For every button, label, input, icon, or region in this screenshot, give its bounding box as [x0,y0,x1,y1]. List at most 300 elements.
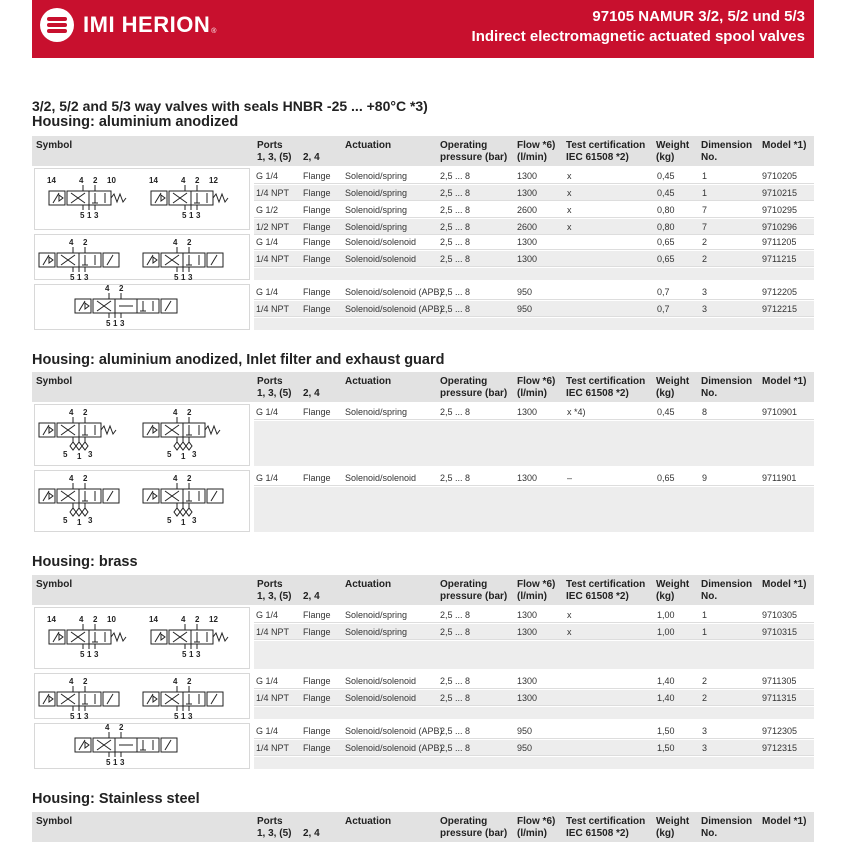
cell-dim: 2 [702,254,708,264]
section-brass [32,554,814,571]
port-label-5: 5 [106,319,111,328]
pilot-triangle-icon [153,696,157,702]
col-ports-24-header [303,816,320,840]
cell-flow: 950 [517,726,533,736]
cell-test: x [567,222,572,232]
port-label-3: 3 [88,516,93,525]
port-label-1: 1 [189,650,194,659]
cell-press: 2,5 ... 8 [440,287,471,297]
cell-model: 9712205 [762,287,798,297]
col-ports-header-line1: Ports [257,579,283,590]
cell-model: 9711215 [762,254,797,264]
section-subtitle: 3/2, 5/2 and 5/3 way valves with seals HNBR -25 ... +80°C *3) [32,98,428,114]
col-ports-24-header-line2: 2, 4 [303,388,320,399]
port-label-1: 1 [181,518,186,527]
valve-symbol-cell [34,284,250,330]
cell-conn: Flange [303,693,331,703]
port-label-4: 4 [173,677,178,686]
cell-act: Solenoid/spring [345,407,408,417]
cell-weight: 1,00 [657,610,675,620]
cell-conn: Flange [303,254,331,264]
cell-test: x [567,627,572,637]
cell-press: 2,5 ... 8 [440,693,471,703]
solenoid-icon [161,738,177,752]
port-label-3: 3 [120,758,125,767]
cell-press: 2,5 ... 8 [440,222,471,232]
col-model-header [762,140,806,152]
cell-conn: Flange [303,473,331,483]
port-label-2: 2 [83,677,88,686]
col-ports-header [257,579,291,603]
col-pressure-header-line2: pressure (bar) [440,828,508,839]
port-label-4: 4 [79,615,84,624]
cell-flow: 950 [517,287,533,297]
row-filler [254,487,814,532]
col-model-header [762,579,806,591]
col-weight-header-line2: (kg) [656,152,675,163]
solenoid-icon [147,255,153,265]
port-label-1: 1 [113,319,118,328]
filter-icon [70,442,76,450]
solenoid-icon [211,491,217,501]
cell-flow: 1300 [517,473,538,483]
col-flow-header-line2: (l/min) [517,828,547,839]
col-pressure-header-line2: pressure (bar) [440,388,508,399]
solenoid-icon [103,489,119,503]
port-label-5: 5 [182,650,187,659]
cell-weight: 1,50 [657,743,675,753]
solenoid-icon [43,255,49,265]
port-label-3: 3 [196,650,201,659]
solenoid-icon [155,632,161,642]
col-weight-header-line1: Weight [656,579,690,590]
solenoid-icon [79,301,85,311]
port-label-2: 2 [93,615,98,624]
cell-port: G 1/4 [256,726,279,736]
section-filter [32,352,814,369]
port-label-5: 5 [167,516,172,525]
col-ports-header-line1: Ports [257,376,283,387]
col-actuation-header-line1: Actuation [345,579,392,590]
solenoid-icon [207,489,223,503]
cell-flow: 1300 [517,676,538,686]
cell-dim: 7 [702,205,708,215]
cell-act: Solenoid/solenoid [345,693,417,703]
port-label-4: 4 [79,176,84,185]
col-symbol-header [36,376,72,388]
port-label-3: 3 [84,273,89,281]
cell-model: 9711901 [762,473,797,483]
cell-press: 2,5 ... 8 [440,205,471,215]
col-test-header-line1: Test certification [566,579,646,590]
cell-test: x [567,205,572,215]
cell-conn: Flange [303,237,331,247]
col-model-header-line1: Model *1) [762,376,807,387]
col-symbol-header-line1: Symbol [36,816,73,827]
valve-group-solenoid-spring [32,166,814,232]
table-brass [32,575,814,771]
cell-act: Solenoid/solenoid (APB) [345,304,443,314]
solenoid-icon [211,694,217,704]
port-label-5: 5 [63,516,68,525]
pilot-port-label: 12 [209,176,218,185]
filter-icon [174,508,180,516]
col-actuation-header-line1: Actuation [345,140,392,151]
table-row [254,202,814,218]
brand-name: IMI HERION [83,12,211,37]
port-label-2: 2 [83,474,88,483]
col-weight-header-line2: (kg) [656,388,675,399]
port-label-1: 1 [181,273,186,281]
col-ports-header-line2: 1, 3, (5) [257,828,292,839]
col-model-header-line1: Model *1) [762,579,807,590]
pilot-triangle-icon [49,493,53,499]
pilot-triangle-icon [153,493,157,499]
section-aluminium [32,98,814,131]
cell-conn: Flange [303,627,331,637]
cell-dim: 1 [702,171,708,181]
cell-port: G 1/4 [256,407,279,417]
cell-port: 1/4 NPT [256,188,290,198]
cell-conn: Flange [303,676,331,686]
cell-weight: 0,45 [657,188,675,198]
port-label-4: 4 [173,474,178,483]
port-label-3: 3 [88,450,93,459]
col-ports-24-header [303,376,320,400]
cell-act: Solenoid/spring [345,171,408,181]
port-label-3: 3 [192,450,197,459]
cell-test: x [567,171,572,181]
port-label-3: 3 [94,211,99,220]
pilot-triangle-icon [59,634,63,640]
cell-dim: 2 [702,676,708,686]
col-ports-24-header [303,140,320,164]
col-symbol-header-line1: Symbol [36,376,73,387]
table-row [254,470,814,486]
cell-weight: 0,45 [657,407,675,417]
col-test-header-line1: Test certification [566,816,646,827]
filter-icon [174,442,180,450]
col-test-header [566,579,645,603]
cell-conn: Flange [303,171,331,181]
col-ports-24-header-line1 [303,816,320,828]
table-row [254,723,814,739]
port-label-3: 3 [188,273,193,281]
cell-act: Solenoid/solenoid [345,237,417,247]
col-dimension-header-line1: Dimension [701,816,753,827]
table-aluminium [32,136,814,332]
port-label-3: 3 [192,516,197,525]
valve-symbol-cell [34,168,250,230]
port-label-5: 5 [80,650,85,659]
filter-icon [70,508,76,516]
pilot-port-label: 10 [107,615,116,624]
pilot-triangle-icon [153,257,157,263]
cell-model: 9710205 [762,171,798,181]
cell-act: Solenoid/solenoid (APB) [345,743,443,753]
cell-press: 2,5 ... 8 [440,610,471,620]
col-actuation-header-line1: Actuation [345,376,392,387]
port-label-1: 1 [181,712,186,720]
cell-port: G 1/4 [256,287,279,297]
row-filler [254,707,814,719]
col-actuation-header [345,140,391,152]
pilot-triangle-icon [85,742,89,748]
port-label-2: 2 [83,238,88,247]
cell-dim: 1 [702,188,708,198]
col-ports-header [257,816,291,840]
table-row [254,234,814,250]
solenoid-icon [147,694,153,704]
spring-icon [101,426,116,434]
cell-flow: 950 [517,743,533,753]
valve-symbol-cell [34,234,250,280]
table-row [254,690,814,706]
cell-model: 9712315 [762,743,798,753]
cell-weight: 0,65 [657,254,675,264]
cell-act: Solenoid/spring [345,627,408,637]
solenoid-icon [43,491,49,501]
cell-model: 9710901 [762,407,798,417]
col-dimension-header-line2: No. [701,591,718,602]
pilot-triangle-icon [153,427,157,433]
col-weight-header-line1: Weight [656,140,690,151]
cell-port: G 1/4 [256,473,279,483]
cell-conn: Flange [303,304,331,314]
cell-model: 9712305 [762,726,798,736]
cell-act: Solenoid/spring [345,222,408,232]
col-weight-header-line1: Weight [656,816,690,827]
cell-conn: Flange [303,287,331,297]
cell-conn: Flange [303,726,331,736]
spring-icon [205,426,220,434]
table-stainless [32,812,814,842]
cell-dim: 1 [702,627,708,637]
valve-symbol-cell [34,673,250,719]
col-test-header-line2: IEC 61508 *2) [566,591,629,602]
pilot-port-label: 14 [149,615,158,624]
col-ports-24-header [303,579,320,603]
cell-weight: 0,65 [657,237,675,247]
col-actuation-header [345,376,391,388]
spring-icon [213,194,228,202]
solenoid-icon [103,253,119,267]
cell-dim: 3 [702,304,708,314]
col-test-header [566,816,645,840]
cell-press: 2,5 ... 8 [440,237,471,247]
col-actuation-header-line1: Actuation [345,816,392,827]
cell-port: G 1/2 [256,205,279,215]
cell-model: 9710315 [762,627,798,637]
section-title: Housing: Stainless steel [32,791,200,807]
col-pressure-header-line1: Operating [440,579,488,590]
port-label-5: 5 [174,712,179,720]
cell-flow: 1300 [517,693,538,703]
filter-icon [186,508,192,516]
col-weight-header-line2: (kg) [656,591,675,602]
port-label-2: 2 [195,176,200,185]
col-actuation-header [345,816,391,828]
col-flow-header [517,376,555,400]
table-header [32,812,814,842]
cell-flow: 1300 [517,171,538,181]
port-label-4: 4 [173,238,178,247]
col-ports-24-header-line1 [303,140,320,152]
imi-logo-icon [40,8,74,42]
section-title: Housing: brass [32,554,138,570]
cell-model: 9711205 [762,237,797,247]
col-symbol-header [36,816,72,828]
filter-icon [180,508,186,516]
filter-icon [76,508,82,516]
cell-act: Solenoid/spring [345,610,408,620]
cell-dim: 3 [702,726,708,736]
col-weight-header-line1: Weight [656,376,690,387]
table-row [254,168,814,184]
solenoid-icon [165,740,171,750]
section-title: Housing: aluminium anodized [32,114,239,130]
col-symbol-header [36,579,72,591]
cell-act: Solenoid/spring [345,188,408,198]
port-label-1: 1 [181,452,186,461]
port-label-1: 1 [189,211,194,220]
cell-press: 2,5 ... 8 [440,254,471,264]
solenoid-icon [53,632,59,642]
col-ports-24-header-line2: 2, 4 [303,591,320,602]
cell-act: Solenoid/solenoid [345,254,417,264]
valve-symbol-cell [34,470,250,532]
col-ports-header-line1: Ports [257,816,283,827]
section-stainless [32,791,814,808]
cell-flow: 1300 [517,407,538,417]
solenoid-icon [155,193,161,203]
page-title [472,7,805,47]
col-weight-header [656,140,689,164]
cell-weight: 1,40 [657,693,675,703]
pilot-triangle-icon [59,195,63,201]
col-test-header [566,140,645,164]
pilot-port-label: 14 [47,176,56,185]
port-label-4: 4 [105,724,110,732]
cell-act: Solenoid/solenoid [345,473,417,483]
table-row [254,404,814,420]
col-dimension-header [701,579,752,603]
cell-flow: 1300 [517,627,538,637]
solenoid-icon [147,425,153,435]
table-filter [32,372,814,534]
cell-press: 2,5 ... 8 [440,407,471,417]
cell-conn: Flange [303,188,331,198]
table-header [32,575,814,605]
cell-press: 2,5 ... 8 [440,726,471,736]
port-label-3: 3 [120,319,125,328]
solenoid-icon [165,301,171,311]
cell-dim: 8 [702,407,708,417]
cell-port: G 1/4 [256,237,279,247]
pilot-port-label: 14 [47,615,56,624]
cell-model: 9711305 [762,676,797,686]
col-dimension-header-line2: No. [701,152,718,163]
col-actuation-header [345,579,391,591]
port-label-2: 2 [195,615,200,624]
col-weight-header [656,816,689,840]
port-label-5: 5 [70,712,75,720]
port-label-5: 5 [167,450,172,459]
cell-dim: 3 [702,287,708,297]
cell-act: Solenoid/spring [345,205,408,215]
cell-flow: 1300 [517,610,538,620]
port-label-2: 2 [119,285,124,293]
row-filler [254,757,814,769]
pilot-triangle-icon [85,303,89,309]
filter-icon [186,442,192,450]
valve-group-solenoid-solenoid-apb [32,721,814,771]
cell-port: G 1/4 [256,610,279,620]
cell-weight: 1,00 [657,627,675,637]
table-row [254,185,814,201]
row-filler [254,318,814,330]
col-test-header-line1: Test certification [566,140,646,151]
port-label-2: 2 [187,677,192,686]
port-label-1: 1 [77,452,82,461]
cell-press: 2,5 ... 8 [440,743,471,753]
cell-dim: 2 [702,237,708,247]
spring-icon [111,194,126,202]
port-label-3: 3 [94,650,99,659]
port-label-4: 4 [181,615,186,624]
col-symbol-header-line1: Symbol [36,140,73,151]
row-filler [254,641,814,669]
filter-icon [82,508,88,516]
port-label-2: 2 [187,408,192,417]
col-flow-header-line1: Flow *6) [517,140,556,151]
cell-flow: 1300 [517,188,538,198]
cell-dim: 2 [702,693,708,703]
pilot-port-label: 12 [209,615,218,624]
col-flow-header-line1: Flow *6) [517,816,556,827]
port-label-3: 3 [84,712,89,720]
table-row [254,673,814,689]
header-banner [32,0,814,58]
table-row [254,251,814,267]
solenoid-icon [107,694,113,704]
cell-model: 9712215 [762,304,798,314]
col-pressure-header-line2: pressure (bar) [440,152,508,163]
cell-test: – [567,473,573,483]
table-header [32,136,814,166]
port-label-1: 1 [77,273,82,281]
solenoid-icon [207,253,223,267]
cell-port: 1/4 NPT [256,254,290,264]
port-label-4: 4 [69,474,74,483]
pilot-triangle-icon [161,195,165,201]
cell-port: 1/4 NPT [256,743,290,753]
port-label-4: 4 [69,408,74,417]
registered-mark: ® [211,27,217,35]
port-label-5: 5 [63,450,68,459]
col-dimension-header-line2: No. [701,388,718,399]
solenoid-icon [43,694,49,704]
pilot-triangle-icon [49,696,53,702]
col-ports-header-line2: 1, 3, (5) [257,152,292,163]
port-label-1: 1 [113,758,118,767]
table-row [254,301,814,317]
col-pressure-header-line1: Operating [440,376,488,387]
col-model-header-line1: Model *1) [762,140,807,151]
valve-group-filter-spring [32,402,814,468]
port-label-2: 2 [93,176,98,185]
col-flow-header [517,579,555,603]
